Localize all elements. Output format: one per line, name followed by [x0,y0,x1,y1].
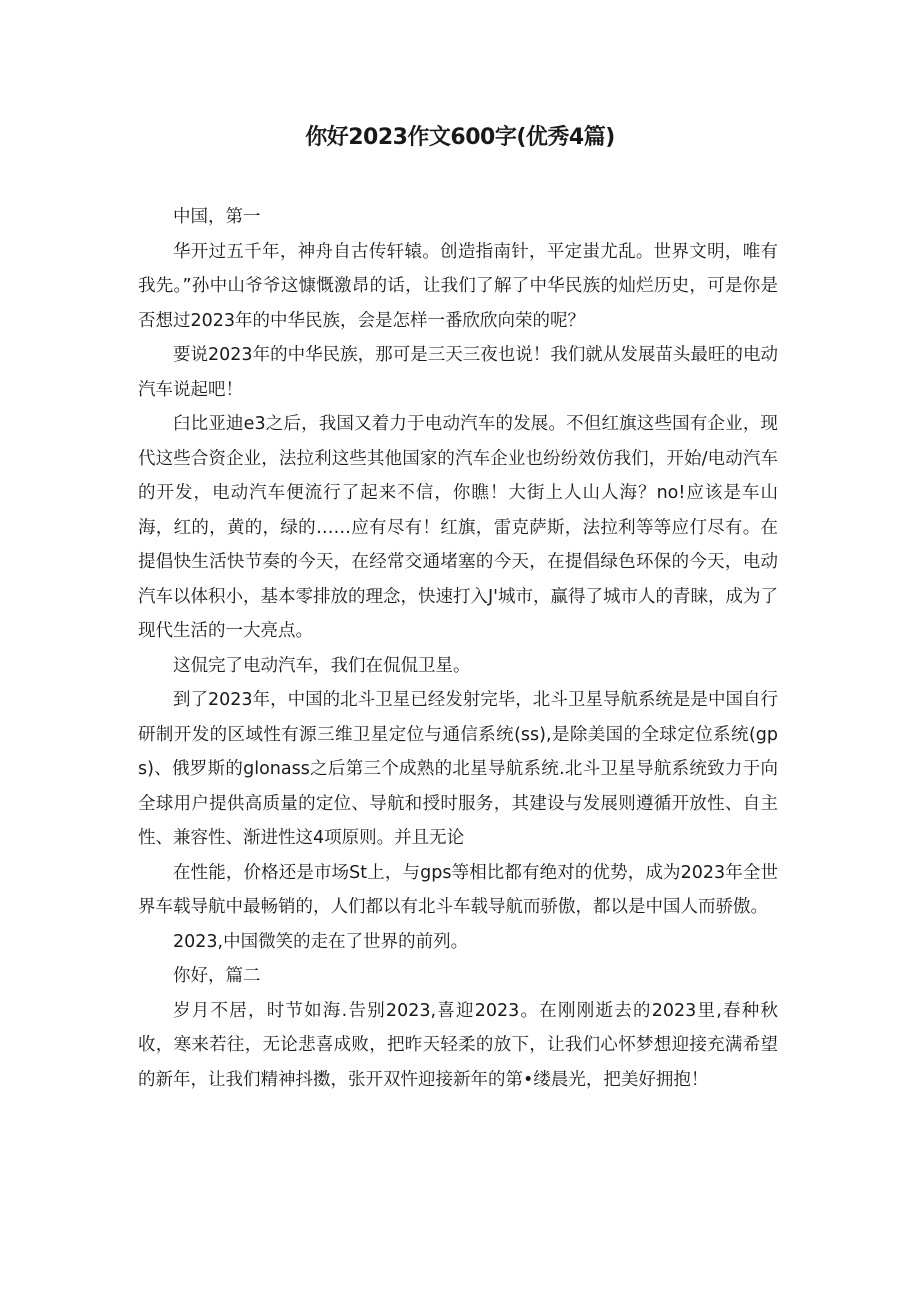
paragraph: 华开过五千年，神舟自古传轩辕。创造指南针，平定蚩尤乱。世界文明，唯有我先。”孙中山爷爷这慷慨激昂的话，让我们了解了中华民族的灿烂历史，可是你是否想过2023年的中华民族，会是怎样一番欣欣向荣的呢？ [138,241,778,331]
paragraph-heading-chapter-2: 你好，篇二 [173,966,261,986]
paragraph: 到了2023年，中国的北斗卫星已经发射完毕，北斗卫星导航系统是是中国自行研制开发的区域性有源三维卫星定位与通信系统(ss),是除美国的全球定位系统(gps)、俄罗斯的glonass之后第三个成熟的北星导航系统.北斗卫星导航系统致力于向全球用户提供高质量的定位、导航和授时服务，其建设与发展则遵循开放性、自主性、兼容性、渐进性这4项原则。并且无论 [138,690,778,848]
document-title: 你好2023作文600字(优秀4篇) [305,125,615,150]
paragraph: 2023,中国微笑的走在了世界的前列。 [173,931,469,952]
document-body [138,200,778,1097]
paragraph: 这侃完了电动汽车，我们在侃侃卫星。 [173,655,471,676]
paragraph: 臼比亚迪e3之后，我国又着力于电动汽车的发展。不但红旗这些国有企业，现代这些合资企业，法拉利这些其他国家的汽车企业也纷纷效仿我们，开始/电动汽车的开发，电动汽车便流行了起来不信，你瞧！大街上人山人海？no!应该是车山海，红的，黄的，绿的……应有尽有！红旗，雷克萨斯，法拉利等等应仃尽有。在提倡快生活快节奏的今天，在经常交通堵塞的今天，在提倡绿色环保的今天，电动汽车以体积小，基本零排放的理念，快速打入J'城市，赢得了城市人的青睐，成为了现代生活的一大亮点。 [138,414,778,641]
paragraph: 在性能，价格还是市场St上，与gps等相比都有绝对的优势，成为2023年全世界车载导航中最畅销的，人们都以有北斗车载导航而骄傲，都以是中国人而骄傲。 [138,862,778,917]
paragraph-heading-chapter-1: 中国，第一 [173,207,261,227]
paragraph: 岁月不居，时节如海.告别2023,喜迎2023。在刚刚逝去的2023里,春种秋收，寒来若往，无论悲喜成败，把昨天轻柔的放下，让我们心怀梦想迎接充满希望的新年，让我们精神抖擞，张开双忤迎接新年的第•缕晨光，把美好拥抱！ [138,1000,778,1090]
paragraph: 要说2023年的中华民族，那可是三天三夜也说！我们就从发展苗头最旺的电动汽车说起吧！ [138,345,778,400]
